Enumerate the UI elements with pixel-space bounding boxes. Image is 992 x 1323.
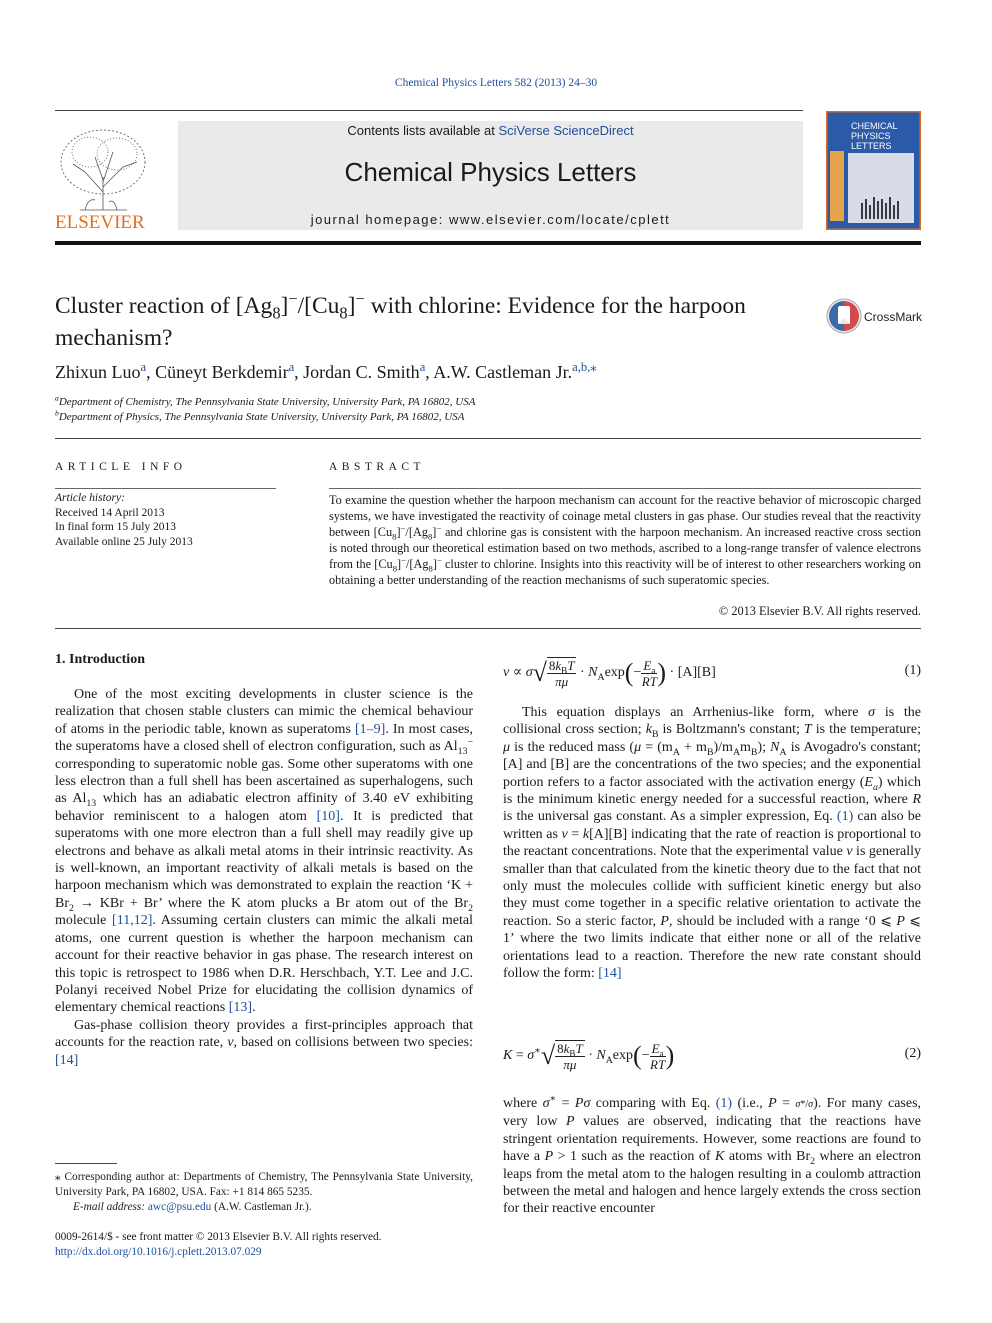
author-affiliation-mark[interactable]: a: [419, 360, 426, 374]
journal-cover-image: [826, 111, 921, 230]
paragraph: One of the most exciting developments in cluster science is the realization that chosen stable clusters can mimic the chemical behaviour of atoms in the periodic table, known as superatoms [1–9]. In most cases, the superatoms have a closed shell of electron configuration, such as $Al_{13}^-$ corresponding to superatomic noble gas. Some other superatoms with one less electron than a full shell has been ascertained as superhalogens, such as $Al_{13}$ which has an adiabatic electron affinity of 3.40 eV exhibiting behavior reminiscent to a halogen atom [10]. It is predicted that superatoms with one more electron than a full shell may readily give up electrons and behave as alkali metal atoms in their intrinsic reactivity. As is well-known, an important reactivity of alkali metals is based on the harpoon mechanism which was demonstrated to explain the reaction ‘$K + Br_2$ → KBr + Br’ where the K atom plucks a Br atom out of the $Br_2$ molecule [11,12]. Assuming certain clusters can mimic the alkali metal atoms, one current question is whether the harpoon mechanism can account for their reactive behavior in gas phase. The research interest on this topic is retrospect to 1986 when D.R. Herschbach, Y.T. Lee and J.C. Polanyi received Nobel Prize for elucidating the collision dynamics of elementary chemical reactions [13].: [55, 687, 474, 1016]
footnote-rule: [55, 1163, 117, 1164]
introduction-body: [55, 686, 473, 1069]
paragraph: This equation displays an Arrhenius-like form, where σ is the collisional cross section; $k_B$ is Boltzmann's constant; T is the temperature; μ is the reduced mass $(\mu = (m_A + m_B)/m_Am_B)$; $N_A$ is Avogadro's constant; [A] and [B] are the concentrations of the two species; and the exponential portion refers to a factor associated with the activation energy $(E_a)$ which is the minimum kinetic energy needed for a successful reaction, where R is the universal gas constant. As a simpler expression, Eq. (1) can also be written as v = k[A][B] indicating that the rate of reaction is proportional to the reactant concentrations. Note that the experimental value v is generally smaller than that calculated from the kinetic theory due to the fact that not only must the molecules collide with sufficient kinetic energy but also they must come together in a specific relative orientation to activate the reaction. So a steric factor, P, should be included with a range ‘0 ⩽ P ⩽ 1’ where the two limits indicate that either none or all of the relative orientations lead to a reaction. Therefore the new rate constant should follow the form: [14]: [503, 705, 921, 982]
homepage-link[interactable]: www.elsevier.com/locate/cplett: [449, 212, 671, 227]
cover-title-line-2: PHYSICS: [851, 131, 891, 141]
contents-line: [178, 121, 803, 138]
article-title: Cluster reaction of $[Ag_8]^-/[Cu_8]^-$ with chlorine: Evidence for the harpoon mechanism?: [55, 289, 746, 351]
citation-link[interactable]: [10]: [316, 808, 340, 824]
journal-citation[interactable]: Chemical Physics Letters 582 (2013) 24–30: [394, 77, 598, 89]
contents-prefix: Contents lists available at: [347, 123, 499, 138]
journal-cover: [826, 111, 921, 230]
crossmark-icon: [826, 296, 926, 336]
citation-link[interactable]: [14]: [55, 1052, 79, 1068]
crossmark-label: CrossMark: [864, 310, 923, 324]
sciencedirect-link[interactable]: SciVerse ScienceDirect: [498, 123, 634, 138]
corresponding-author-footnote: [55, 1170, 473, 1215]
author-affiliation-mark[interactable]: a: [288, 360, 295, 374]
received-date: Received 14 April 2013: [55, 506, 165, 519]
author-name[interactable]: Jordan C. Smith: [303, 362, 420, 382]
equation-link[interactable]: (1): [836, 809, 854, 825]
abstract-rule: [329, 488, 921, 489]
elsevier-tree-icon: [55, 122, 155, 232]
equation-1: v ∝ σ√ $\frac{8k_BT}{\pi\mu}$ · $N_A\exp(-$ $\frac{E_a}{RT}$ ) · [A][B] (1): [503, 657, 921, 689]
corresponding-author-note: ⁎ Corresponding author at: Departments of Chemistry, The Pennsylvania State University, University Park, PA 16802, USA. Fax: +1 814 865 5235.: [55, 1171, 473, 1198]
affiliation-a: $^a$Department of Chemistry, The Pennsylvania State University, University Park, PA 16802, USA: [55, 393, 476, 408]
author-affiliation-mark[interactable]: a: [140, 360, 147, 374]
citation-link[interactable]: [13]: [228, 1000, 253, 1016]
right-column-text: [503, 704, 921, 983]
paragraph: where σ∗ = Pσ comparing with Eq. (1) (i.e., P = σ*/σ). For many cases, very low P values are observed, indicating that the reactions have stringent orientation requirements. However, some reactions are found to have a P > 1 such as the reaction of K atoms with $Br_2$ where an electron leaps from the metal atom to the halogen resulting in a coulomb attraction between the metal and halogen and hence largely extends the cross section for their reactive encounter: [503, 1093, 922, 1217]
affiliations: [55, 395, 755, 425]
article-info-rule: [55, 488, 276, 489]
issn-line: 0009-2614/$ - see front matter © 2013 Elsevier B.V. All rights reserved.: [55, 1231, 382, 1243]
paragraph: Gas-phase collision theory provides a first-principles approach that accounts for the reaction rate, v, based on collisions between two species:[14]: [55, 1017, 473, 1068]
author-name[interactable]: Zhixun Luo: [55, 362, 141, 382]
email-label: E-mail address:: [73, 1201, 146, 1213]
final-form-date: In final form 15 July 2013: [55, 521, 177, 533]
doi-link[interactable]: http://dx.doi.org/10.1016/j.cplett.2013.07.029: [55, 1245, 262, 1258]
elsevier-logo: [55, 122, 155, 232]
equation-number: (2): [904, 1046, 921, 1061]
page-footer: [55, 1230, 475, 1259]
elsevier-wordmark: ELSEVIER: [55, 212, 145, 232]
cover-title-line-3: LETTERS: [851, 141, 892, 151]
citation-link[interactable]: [14]: [598, 966, 622, 982]
abstract-text: To examine the question whether the harpoon mechanism can account for the reactive behavior of microscopic charged systems, we have investigated the reactivity of coinage metal clusters in gas phase. Our studies reveal that the reactivity between $[Cu_8]^-/[Ag_8]^-$ and chlorine gas is consistent with the harpoon mechanism. An increased reactive cross section is noted through our theoretical estimation based on two methods, ascribed to a long-range transfer of valence electrons from the $[Cu_8]^-/[Ag_8]^-$ cluster to chlorine. Insights into this reactivity will be of interest to other researchers working on obtaining a better understanding of the reaction mechanisms of such superatomic species.: [329, 493, 921, 587]
homepage-line: [178, 212, 803, 227]
article-history: [55, 491, 193, 549]
equation-number: (1): [904, 663, 921, 678]
author-affiliation-mark[interactable]: a,b,⁎: [572, 360, 597, 374]
equation-2: K = σ∗√ $\frac{8k_BT}{\pi\mu}$ · $N_A\exp(-$ $\frac{E_a}{RT}$ ) (2): [503, 1040, 921, 1072]
journal-banner: [178, 121, 803, 230]
online-date: Available online 25 July 2013: [55, 535, 193, 548]
affiliation-rule: [55, 438, 921, 439]
author-list: Zhixun Luo$^a$, Cüneyt Berkdemir$^a$, Jordan C. Smith$^a$, A.W. Castleman Jr.$^{a,b,⁎}$: [55, 360, 597, 382]
author-name[interactable]: Cüneyt Berkdemir: [155, 362, 289, 382]
citation-link[interactable]: [1–9]: [354, 721, 386, 737]
crossmark-badge[interactable]: [826, 296, 926, 336]
journal-title: Chemical Physics Letters: [344, 157, 637, 187]
cover-title-line-1: CHEMICAL: [851, 121, 898, 131]
author-name[interactable]: A.W. Castleman Jr.: [433, 362, 573, 382]
section-heading-introduction: 1. Introduction: [55, 652, 145, 667]
right-column-text-continued: [503, 1095, 921, 1218]
homepage-prefix: journal homepage:: [310, 212, 449, 227]
article-info-heading: ARTICLE INFO: [55, 461, 187, 473]
abstract-copyright: © 2013 Elsevier B.V. All rights reserved.: [718, 604, 921, 618]
history-label: Article history:: [55, 492, 125, 504]
email-link[interactable]: awc@psu.edu: [147, 1201, 212, 1213]
abstract-heading: ABSTRACT: [329, 461, 426, 473]
citation-link[interactable]: [11,12]: [112, 913, 153, 929]
email-suffix: (A.W. Castleman Jr.).: [214, 1201, 312, 1213]
abstract-bottom-rule: [55, 628, 921, 629]
affiliation-b: $^b$Department of Physics, The Pennsylvania State University, University Park, PA 16802, USA: [55, 408, 465, 423]
header-thick-rule: [55, 241, 921, 245]
header-rule: [55, 110, 803, 111]
equation-link[interactable]: (1): [715, 1096, 733, 1111]
